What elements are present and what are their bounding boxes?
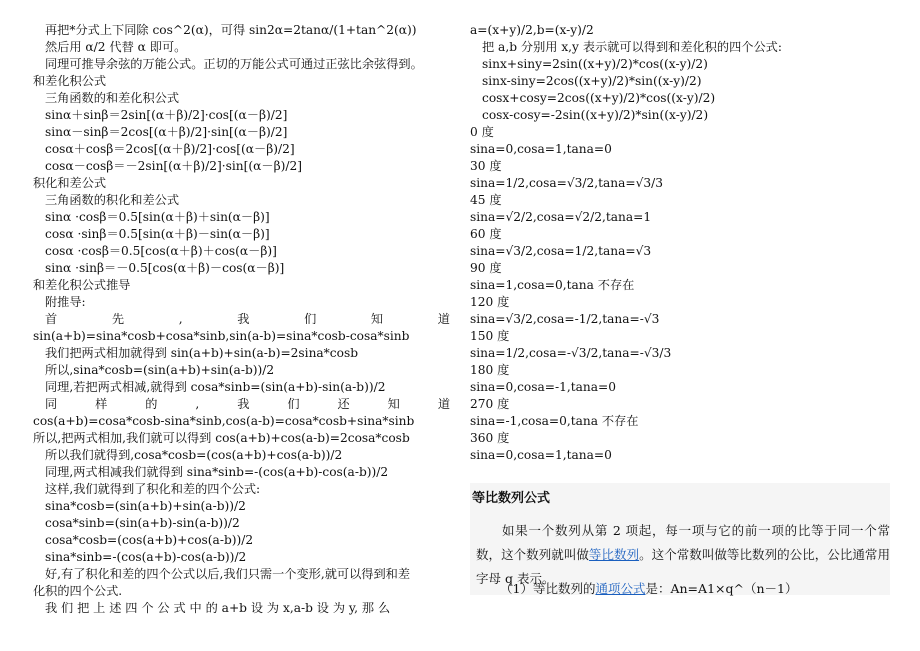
text-line: 化积的四个公式.	[33, 584, 123, 598]
text-line: sina=1/2,cosa=-√3/2,tana=-√3/3	[470, 346, 672, 360]
text-line: sina=0,cosa=1,tana=0	[470, 142, 612, 156]
text-line: 60 度	[470, 227, 502, 241]
para-text-b: 。这个常数叫做等比数列的公比，公比通常用字母 q 表示。	[476, 547, 890, 586]
justified-word: 知	[370, 312, 384, 326]
justified-word: ,	[195, 397, 200, 411]
justified-word: 知	[387, 397, 400, 411]
text-line: 30 度	[470, 159, 502, 173]
text-line: a=(x+y)/2,b=(x-y)/2	[470, 23, 594, 37]
text-line: 三角函数的积化和差公式	[45, 193, 180, 207]
justified-word: ,	[178, 312, 183, 326]
text-line: 积化和差公式	[33, 176, 107, 190]
text-line: cosα＋cosβ＝2cos[(α＋β)/2]·cos[(α－β)/2]	[45, 142, 295, 156]
text-line: 所以,把两式相加,我们就可以得到 cos(a+b)+cos(a-b)=2cosa*cosb	[33, 431, 410, 445]
text-line: 同理,若把两式相减,就得到 cosa*sinb=(sin(a+b)-sin(a-b))/2	[45, 380, 386, 394]
text-line: sina*cosb=(sin(a+b)+sin(a-b))/2	[45, 499, 246, 513]
text-line: sina=√2/2,cosa=√2/2,tana=1	[470, 210, 652, 224]
text-line: sinα ·cosβ＝0.5[sin(α＋β)＋sin(α－β)]	[45, 210, 270, 224]
text-line: sina*sinb=-(cos(a+b)-cos(a-b))/2	[45, 550, 247, 564]
text-line: 附推导:	[45, 295, 86, 309]
text-line: 三角函数的和差化积公式	[45, 91, 180, 105]
justified-word: 们	[304, 312, 317, 326]
justified-word: 同	[45, 397, 58, 411]
justified-line	[33, 396, 450, 413]
text-line: 把 a,b 分别用 x,y 表示就可以得到和差化积的四个公式:	[482, 40, 782, 54]
text-line: sina=1,cosa=0,tana 不存在	[470, 278, 635, 292]
text-line: 45 度	[470, 193, 502, 207]
left-column	[33, 22, 450, 617]
text-line: 所以我们就得到,cosa*cosb=(cos(a+b)+cos(a-b))/2	[45, 448, 343, 462]
justified-word: 我	[237, 397, 250, 411]
text-line: sina=-1,cosa=0,tana 不存在	[470, 414, 639, 428]
text-line: sin(a+b)=sina*cosb+cosa*sinb,sin(a-b)=sina*cosb-cosa*sinb	[33, 329, 410, 343]
text-line: sinα ·sinβ＝－0.5[cos(α＋β)－cos(α－β)]	[45, 261, 285, 275]
text-line: sina=1/2,cosa=√3/2,tana=√3/3	[470, 176, 663, 190]
text-line: 好,有了积化和差的四个公式以后,我们只需一个变形,就可以得到和差	[45, 567, 411, 581]
text-line: cosα－cosβ＝－2sin[(α＋β)/2]·sin[(α－β)/2]	[45, 159, 302, 173]
text-line: cosα ·sinβ＝0.5[sin(α＋β)－sin(α－β)]	[45, 227, 270, 241]
geometric-sequence-link[interactable]: 等比数列	[588, 547, 640, 562]
text-line: 和差化积公式	[33, 74, 107, 88]
text-line: sinα＋sinβ＝2sin[(α＋β)/2]·cos[(α－β)/2]	[45, 108, 288, 122]
text-line: cosa*cosb=(cos(a+b)+cos(a-b))/2	[45, 533, 254, 547]
justified-word: 样	[95, 397, 108, 411]
text-line: 0 度	[470, 125, 494, 139]
text-line: 和差化积公式推导	[33, 278, 131, 292]
text-line: sina=0,cosa=-1,tana=0	[470, 380, 616, 394]
text-line: cosx+cosy=2cos((x+y)/2)*cos((x-y)/2)	[482, 91, 716, 105]
text-line: 120 度	[470, 295, 510, 309]
text-line: sinx+siny=2sin((x+y)/2)*cos((x-y)/2)	[482, 57, 708, 71]
text-line: cosα ·cosβ＝0.5[cos(α＋β)＋cos(α－β)]	[45, 244, 277, 258]
general-term-link[interactable]: 通项公式	[595, 581, 646, 596]
text-line: 270 度	[470, 397, 510, 411]
text-line: 我们把两式相加就得到 sin(a+b)+sin(a-b)=2sina*cosb	[45, 346, 358, 360]
formula-text-b: 是：An=A1×q^（n－1）	[645, 581, 798, 596]
text-line: sinx-siny=2cos((x+y)/2)*sin((x-y)/2)	[482, 74, 702, 88]
section-title: 等比数列公式	[472, 491, 551, 506]
text-line: 150 度	[470, 329, 510, 343]
text-line: sina=√3/2,cosa=-1/2,tana=-√3	[470, 312, 660, 326]
justified-line	[33, 311, 450, 328]
formula-text-a: （1）等比数列的	[500, 581, 596, 596]
text-line: 同理,两式相减我们就得到 sina*sinb=-(cos(a+b)-cos(a-b))/2	[45, 465, 389, 479]
text-line: 这样,我们就得到了积化和差的四个公式:	[45, 482, 261, 496]
text-line: 然后用 α/2 代替 α 即可。	[45, 40, 187, 54]
text-line: cos(a+b)=cosa*cosb-sina*sinb,cos(a-b)=cosa*cosb+sina*sinb	[33, 414, 415, 428]
justified-word: 首	[45, 312, 58, 326]
text-line: cosa*sinb=(sin(a+b)-sin(a-b))/2	[45, 516, 240, 530]
text-line: sina=√3/2,cosa=1/2,tana=√3	[470, 244, 652, 258]
text-line: sina=0,cosa=1,tana=0	[470, 448, 612, 462]
right-column	[470, 22, 890, 464]
text-line: 再把*分式上下同除 cos^2(α)，可得 sin2α=2tanα/(1+tan^2(α))	[45, 23, 417, 37]
text-line: 360 度	[470, 431, 510, 445]
text-line: 所以,sina*cosb=(sin(a+b)+sin(a-b))/2	[45, 363, 275, 377]
text-line: cosx-cosy=-2sin((x+y)/2)*sin((x-y)/2)	[482, 108, 709, 122]
para-text-a: 如果一个数列从第 2 项起，每一项与它的前一项的比等于同一个常数，这个数列就叫做	[476, 523, 890, 562]
justified-word: 先	[111, 312, 125, 326]
text-line: 90 度	[470, 261, 502, 275]
justified-word: 的	[145, 397, 158, 411]
justified-word: 我	[237, 312, 250, 326]
text-line: 同理可推导余弦的万能公式。正切的万能公式可通过正弦比余弦得到。	[45, 57, 423, 71]
general-term-line	[500, 579, 797, 597]
justified-word: 道	[437, 312, 450, 326]
justified-word: 还	[337, 397, 350, 411]
justified-word: 们	[287, 397, 300, 411]
justified-word: 道	[437, 397, 450, 411]
text-line: 我 们 把 上 述 四 个 公 式 中 的 a+b 设 为 x,a-b 设 为 y, 那 么	[45, 601, 391, 615]
text-line: 180 度	[470, 363, 510, 377]
text-line: sinα－sinβ＝2cos[(α＋β)/2]·sin[(α－β)/2]	[45, 125, 288, 139]
